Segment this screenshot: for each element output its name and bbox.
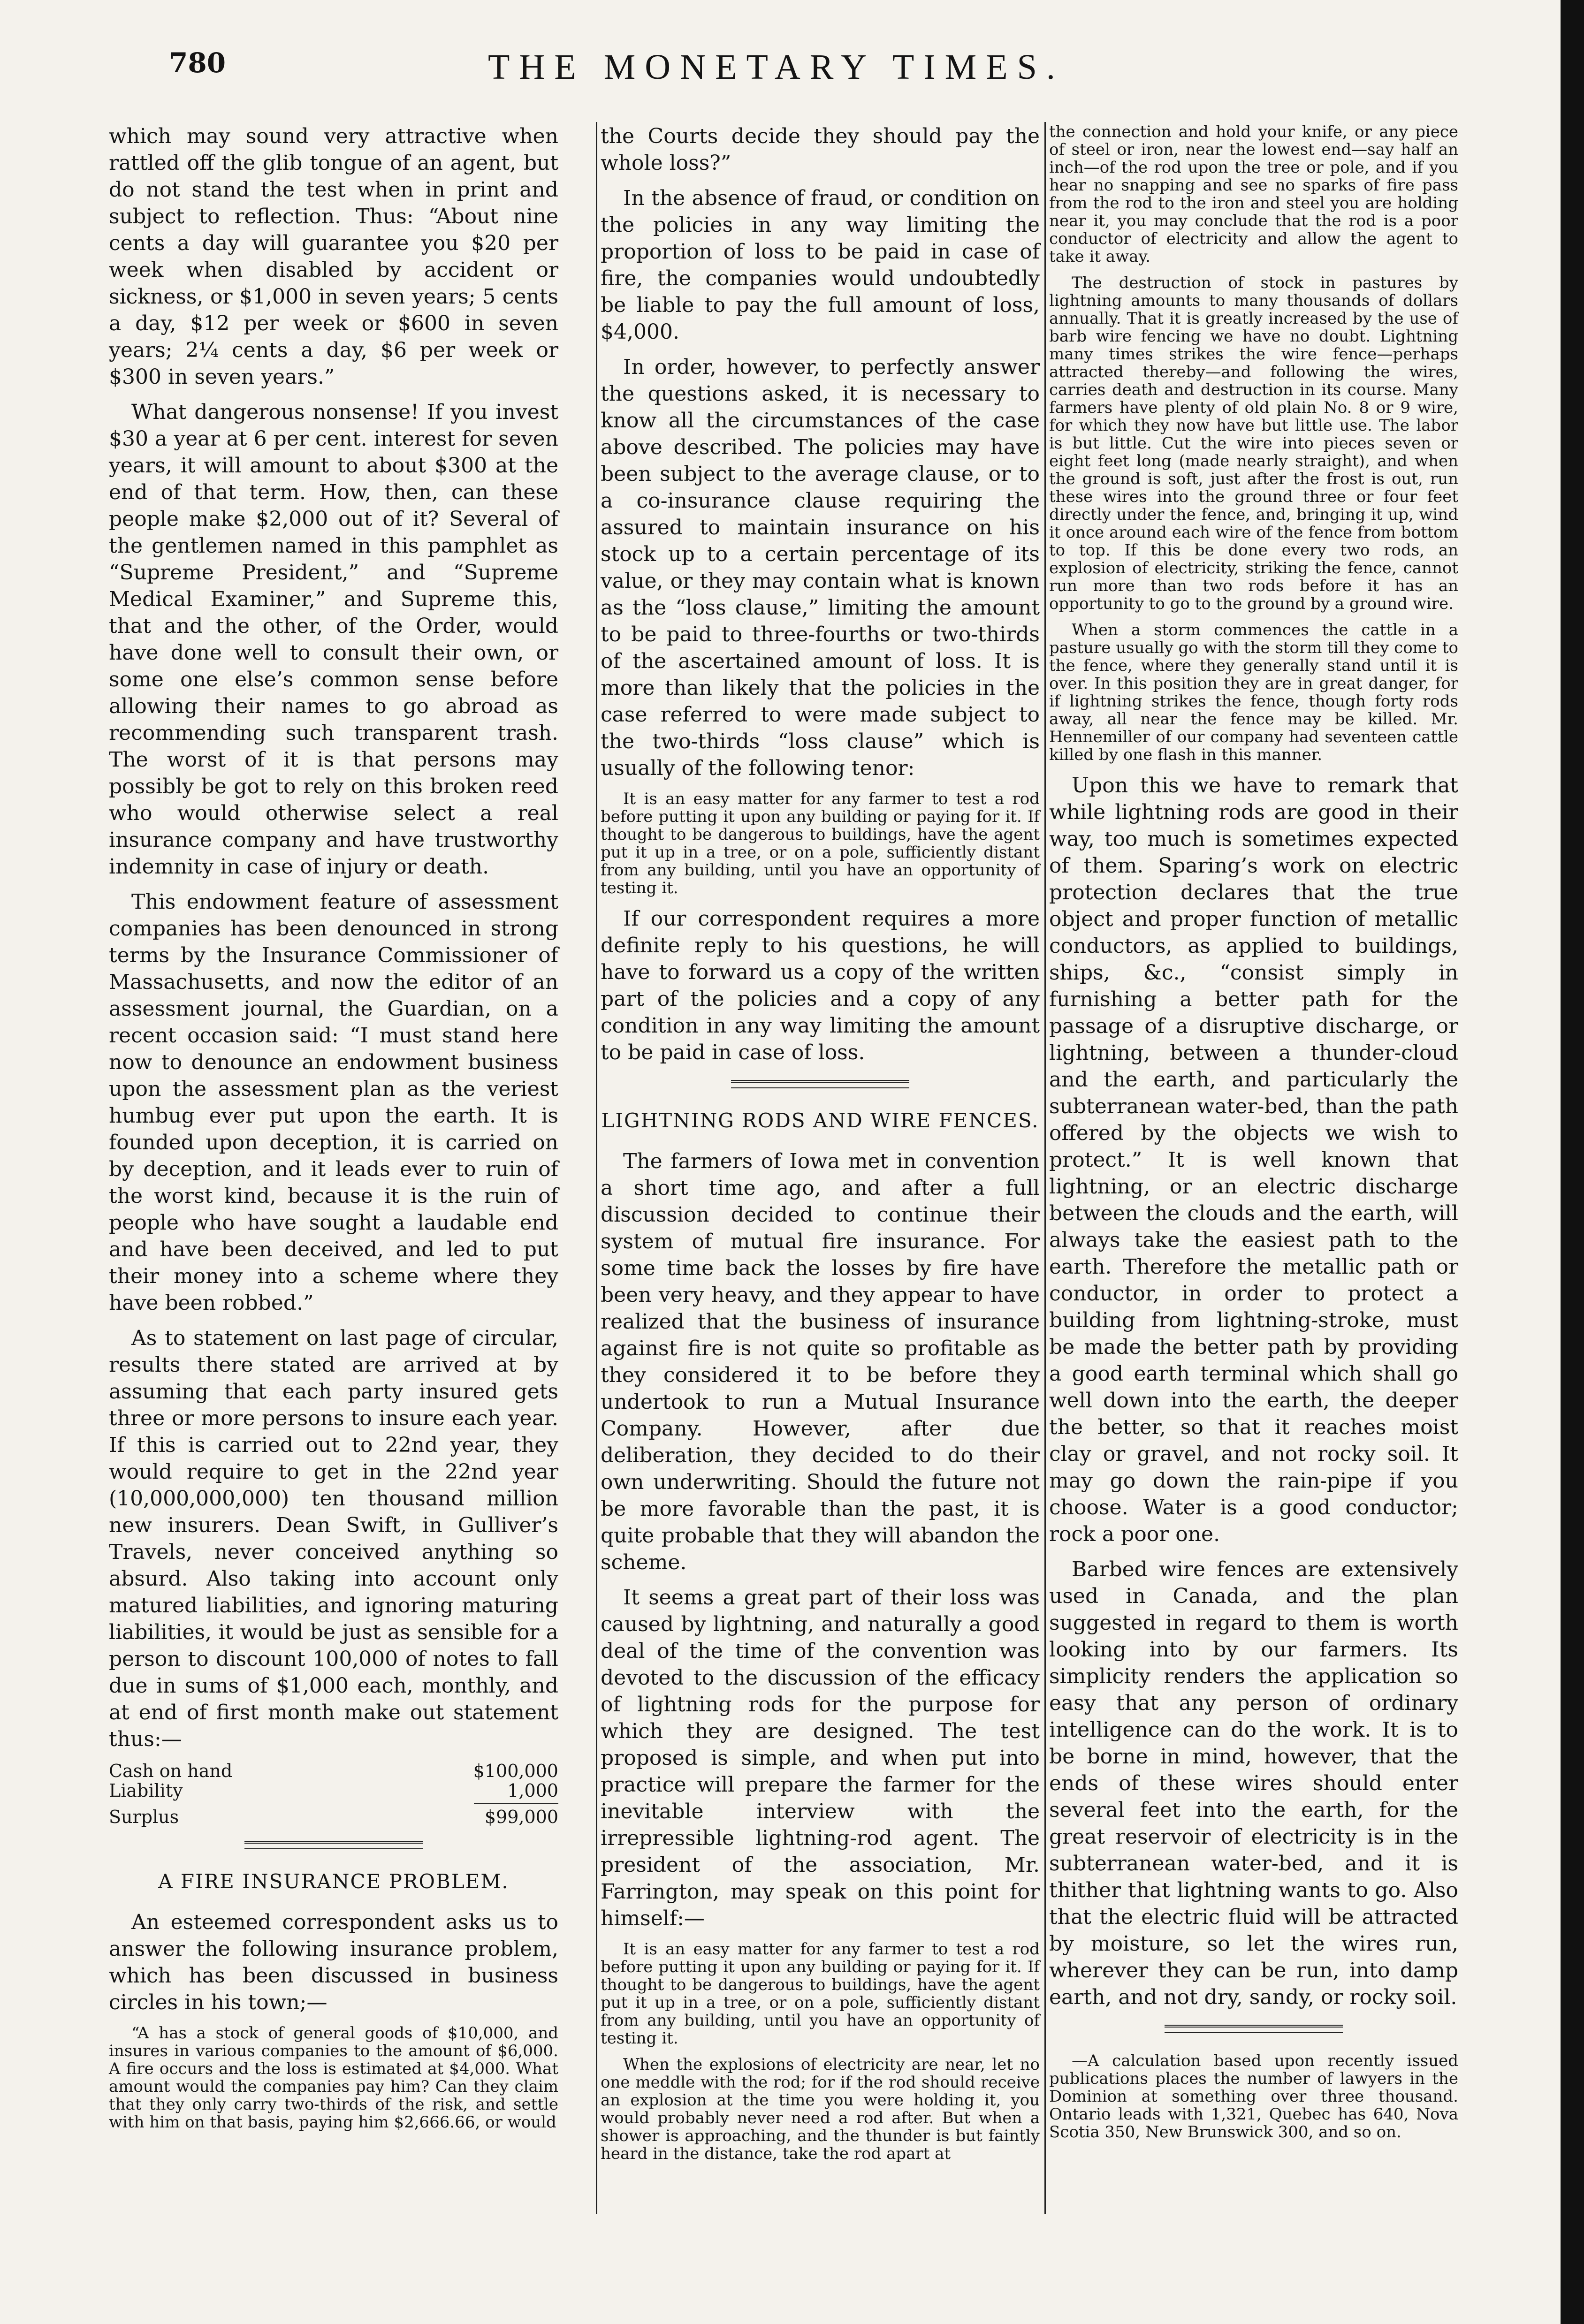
- section-heading: LIGHTNING RODS AND WIRE FENCES.: [601, 1109, 1039, 1132]
- page-number: 780: [169, 47, 226, 79]
- paragraph: What dangerous nonsense! If you invest $30 a year at 6 per cent. interest for seven years, it will amount to about $300 at the end of that term. How, then, can these people make $2,000 out of it? Several of the gentlemen named in this pamphlet as “Supreme President,” and “Supreme Medical Examiner,” and Supreme this, that and the other, of the Order, would have done well to consult their own, or some one else’s common sense before allowing their names to go abroad as recommending such transparent trash. The worst of it is that persons may possibly be got to rely on this broken reed who would otherwise select a real insurance company and have trustworthy indemnity in case of injury or death.: [109, 400, 558, 879]
- ledger-value: $100,000: [473, 1761, 558, 1781]
- paragraph: The farmers of Iowa met in convention a short time ago, and after a full discussion decided to continue their system of mutual fire insurance. For some time back the losses by fire have been very heavy, and they appear to have realized that the business of insurance against fire is not quite so profitable as they considered it to be before they undertook to run a Mutual Insurance Company. However, after due deliberation, they decided to do their own underwriting. Should the future not be more favorable than the past, it is quite probable that they will abandon the scheme.: [601, 1149, 1040, 1574]
- ledger-label: Surplus: [109, 1807, 179, 1827]
- paragraph: the Courts decide they should pay the whole loss?”: [601, 124, 1040, 175]
- ledger-label: Cash on hand: [109, 1761, 233, 1781]
- paragraph: Upon this we have to remark that while lightning rods are good in their way, too much is sometimes expected of them. Sparing’s work on electric protection declares that the true object and proper function of metallic conductors, as applied to buildings, ships, &c., “consist simply in furnishing a better path for the passage of a disruptive discharge, or lightning, between a thunder-cloud and the earth, and particularly the subterranean water-bed, than the path offered by the objects we wish to protect.” It is well known that lightning, or an electric discharge between the clouds and the earth, will always take the easiest path to the earth. Therefore the metallic path or conductor, in order to protect a building from lightning-stroke, must be made the better path by providing a good earth terminal which shall go well down into the earth, the deeper the better, so that it reaches moist clay or gravel, and not rocky soil. It may go down the rain-pipe if you choose. Water is a good conductor; rock a poor one.: [1049, 774, 1458, 1546]
- news-item: —A calculation based upon recently issued publications places the number of lawyers in the Dominion at something over three thousand. Ontario leads with 1,321, Quebec has 640, Nova Scotia 350, New Brunswick 300, and so on.: [1049, 2051, 1458, 2142]
- column-1: [109, 123, 558, 2140]
- page-edge-shadow: [1561, 0, 1584, 2324]
- paragraph: As to statement on last page of circular, results there stated are arrived at by assuming that each party insured gets three or more persons to insure each year. If this is carried out to 22nd year, they would require to get in the 22nd year (10,000,000,000) ten thousand million new insurers. Dean Swift, in Gulliver’s Travels, never conceived anything so absurd. Also taking into account only matured liabilities, and ignoring maturing liabilities, it would be just as sensible for a person to discount 100,000 of notes to fall due in sums of $1,000 each, monthly, and at end of first month make out statement thus:—: [109, 1326, 558, 1751]
- section-ornament: [731, 1080, 909, 1088]
- ledger-value: 1,000: [507, 1780, 558, 1801]
- paragraph: This endowment feature of assessment companies has been denounced in strong terms by the Insurance Commissioner of Massachusetts, and now the editor of an assessment journal, the Guardian, on a recent occasion said: “I must stand here now to denounce an endowment business upon the assessment plan as the veriest humbug ever put upon the earth. It is founded upon deception, it is carried on by deception, and it leads ever to ruin of the worst kind, because it is the ruin of people who have sought a laudable end and have been deceived, and led to put their money into a scheme where they have been robbed.”: [109, 890, 558, 1315]
- quoted-paragraph: When a storm commences the cattle in a pasture usually go with the storm till they come to the fence, where they generally stand until it is over. In this position they are in great danger, for if lightning strikes the fence, though forty rods away, all near the fence may be killed. Mr. Hennemiller of our company had seventeen cattle killed by one flash in this manner.: [1049, 621, 1458, 764]
- quoted-paragraph: It is an easy matter for any farmer to test a rod before putting it upon any building or paying for it. If thought to be dangerous to buildings, have the agent put it up in a tree, or on a pole, sufficiently distant from any building, until you have an opportunity of testing it.: [601, 790, 1040, 897]
- quoted-paragraph: When the explosions of electricity are near, let no one meddle with the rod; for if the rod should receive an explosion at the time you were holding it, you would probably never need a rod after. But when a shower is approaching, and the thunder is but faintly heard in the distance, take the rod apart at: [601, 2055, 1040, 2163]
- masthead-title: THE MONETARY TIMES.: [488, 47, 1065, 87]
- quoted-paragraph: The destruction of stock in pastures by lightning amounts to many thousands of dollars annually. That it is greatly increased by the use of barb wire fencing we have no doubt. Lightning many times strikes the wire fence—perhaps attracted thereby—and following the wires, carries death and destruction in its course. Many farmers have plenty of old plain No. 8 or 9 wire, for which they now have but little use. The labor is but little. Cut the wire into pieces seven or eight feet long (made nearly straight), and when the ground is soft, just after the frost is out, run these wires into the ground three or four feet directly under the fence, and, bringing it up, wind it once around each wire of the fence from bottom to top. If this be done every two rods, an explosion of electricity, striking the fence, cannot run more than two rods before it has an opportunity to go to the ground by a ground wire.: [1049, 273, 1458, 613]
- column-2: [601, 123, 1040, 2171]
- ledger-statement: [109, 1761, 558, 1827]
- ledger-value: $99,000: [484, 1807, 558, 1827]
- paragraph: which may sound very attractive when rattled off the glib tongue of an agent, but do not stand the test when in print and subject to reflection. Thus: “About nine cents a day will guarantee you $20 per week when disabled by accident or sickness, or $1,000 in seven years; 5 cents a day, $12 per week or $600 in seven years; 2¼ cents a day, $6 per week or $300 in seven years.”: [109, 124, 558, 389]
- paragraph: An esteemed correspondent asks us to answer the following insurance problem, which has been discussed in business circles in his town;—: [109, 1910, 558, 2014]
- page-header: [169, 47, 1539, 103]
- paragraph: If our correspondent requires a more definite reply to his questions, he will have to forward us a copy of the written part of the policies and a copy of any condition in any way limiting the amount to be paid in case of loss.: [601, 907, 1040, 1064]
- quoted-paragraph: “A has a stock of general goods of $10,000, and insures in various companies to the amount of $6,000. A fire occurs and the loss is estimated at $4,000. What amount would the companies pay him? Can they claim that they only carry two-thirds of the risk, and settle with him on that basis, paying him $2,666.66, or would: [109, 2024, 558, 2132]
- paragraph: It seems a great part of their loss was caused by lightning, and naturally a good deal of the time of the convention was devoted to the discussion of the efficacy of lightning rods for the purpose for which they are designed. The test proposed is simple, and when put into practice will prepare the farmer for the inevitable interview with the irrepressible lightning-rod agent. The president of the association, Mr. Farrington, may speak on this point for himself:—: [601, 1586, 1040, 1930]
- paragraph: Barbed wire fences are extensively used in Canada, and the plan suggested in regard to them is worth looking into by our farmers. Its simplicity renders the application so easy that any person of ordinary intelligence can do the work. It is to be borne in mind, however, that the ends of these wires should enter several feet into the earth, for the great reservoir of electricity is in the subterranean water-bed, and it is thither that lightning wants to go. Also that the electric fluid will be attracted by moisture, so let the wires run, wherever they can be run, into damp earth, and not dry, sandy, or rocky soil.: [1049, 1557, 1458, 2009]
- quoted-paragraph: It is an easy matter for any farmer to test a rod before putting it upon any building or paying for it. If thought to be dangerous to buildings, have the agent put it up in a tree, or on a pole, sufficiently distant from any building, until you have an opportunity of testing it.: [601, 1940, 1040, 2048]
- column-divider: [1044, 122, 1046, 2214]
- column-3: [1049, 123, 1458, 2149]
- column-divider: [596, 122, 597, 2214]
- section-ornament: [244, 1841, 423, 1849]
- paragraph: In the absence of fraud, or condition on the policies in any way limiting the proportion of loss to be paid in case of fire, the companies would undoubtedly be liable to pay the full amount of loss, $4,000.: [601, 186, 1040, 344]
- ledger-label: Liability: [109, 1780, 183, 1801]
- paragraph: In order, however, to perfectly answer the questions asked, it is necessary to know all the circumstances of the case above described. The policies may have been subject to the average clause, or to a co-insurance clause requiring the assured to maintain insurance on his stock up to a certain percentage of its value, or they may contain what is known as the “loss clause,” limiting the amount to be paid to three-fourths or two-thirds of the ascertained amount of loss. It is more than likely that the policies in the case referred to were made subject to the two-thirds “loss clause” which is usually of the following tenor:: [601, 355, 1040, 780]
- section-heading: A FIRE INSURANCE PROBLEM.: [158, 1870, 509, 1893]
- section-ornament: [1165, 2025, 1343, 2033]
- quoted-paragraph: the connection and hold your knife, or any piece of steel or iron, near the lowest end—say half an inch—of the rod upon the tree or pole, and if you hear no snapping and see no sparks of fire pass from the rod to the iron and steel you are holding near it, you may conclude that the rod is a poor conductor of electricity and allow the agent to take it away.: [1049, 122, 1458, 266]
